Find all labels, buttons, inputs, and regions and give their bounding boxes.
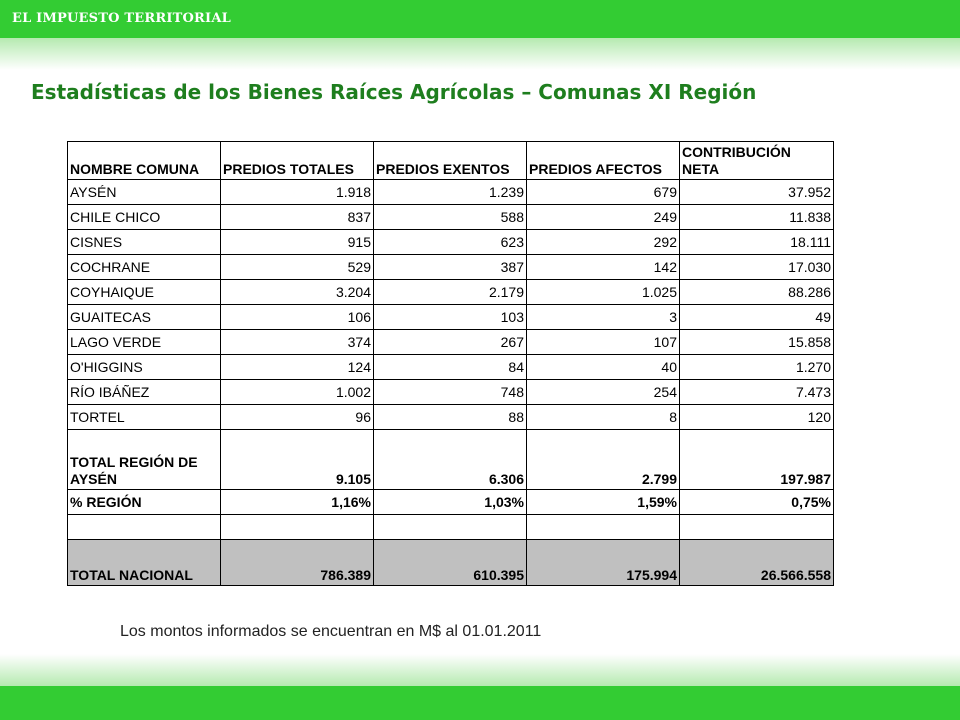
empty-cell [68, 515, 221, 540]
table-cell: 1.002 [221, 380, 374, 405]
table-cell: 96 [221, 405, 374, 430]
table-row [68, 230, 834, 255]
table-cell: 7.473 [680, 380, 834, 405]
column-header: PREDIOS TOTALES [221, 142, 374, 180]
table-cell: 2.799 [527, 430, 680, 490]
table-row [68, 330, 834, 355]
table-cell: 292 [527, 230, 680, 255]
comuna-name: TORTEL [68, 405, 221, 430]
page-title: Estadísticas de los Bienes Raíces Agrícolas – Comunas XI Región [31, 80, 757, 104]
table-cell: 1.270 [680, 355, 834, 380]
table-cell: 106 [221, 305, 374, 330]
table-cell: 610.395 [374, 540, 527, 586]
table-cell: 37.952 [680, 180, 834, 205]
header-gradient [0, 38, 960, 70]
comuna-name: RÍO IBÁÑEZ [68, 380, 221, 405]
table-cell: 249 [527, 205, 680, 230]
comuna-name: GUAITECAS [68, 305, 221, 330]
table-cell: 2.179 [374, 280, 527, 305]
table-cell: 3 [527, 305, 680, 330]
table-row [68, 255, 834, 280]
table-cell: 6.306 [374, 430, 527, 490]
table-row [68, 205, 834, 230]
table-cell: 142 [527, 255, 680, 280]
table-cell: 1,16% [221, 490, 374, 515]
table-cell: 120 [680, 405, 834, 430]
table-cell: 387 [374, 255, 527, 280]
comuna-name: O'HIGGINS [68, 355, 221, 380]
empty-cell [527, 515, 680, 540]
table-cell: 11.838 [680, 205, 834, 230]
table-cell: 8 [527, 405, 680, 430]
footer-gradient [0, 654, 960, 686]
table-row [68, 380, 834, 405]
table-row [68, 355, 834, 380]
table-cell: 84 [374, 355, 527, 380]
total-region-label: TOTAL REGIÓN DE AYSÉN [68, 430, 221, 490]
comuna-name: COCHRANE [68, 255, 221, 280]
table-cell: 18.111 [680, 230, 834, 255]
table-cell: 1.918 [221, 180, 374, 205]
comuna-name: AYSÉN [68, 180, 221, 205]
column-header: CONTRIBUCIÓN NETA [680, 142, 834, 180]
table-cell: 124 [221, 355, 374, 380]
table-cell: 623 [374, 230, 527, 255]
header-label: EL IMPUESTO TERRITORIAL [12, 11, 231, 26]
table-cell: 529 [221, 255, 374, 280]
footnote: Los montos informados se encuentran en M$ al 01.01.2011 [120, 623, 542, 640]
comuna-name: CISNES [68, 230, 221, 255]
table-cell: 374 [221, 330, 374, 355]
table-cell: 0,75% [680, 490, 834, 515]
table-cell: 49 [680, 305, 834, 330]
column-header: PREDIOS EXENTOS [374, 142, 527, 180]
table-cell: 1,59% [527, 490, 680, 515]
empty-cell [221, 515, 374, 540]
table-cell: 103 [374, 305, 527, 330]
table-cell: 175.994 [527, 540, 680, 586]
table-cell: 588 [374, 205, 527, 230]
comuna-name: CHILE CHICO [68, 205, 221, 230]
column-header: PREDIOS AFECTOS [527, 142, 680, 180]
table-cell: 15.858 [680, 330, 834, 355]
percent-region-row [68, 490, 834, 515]
percent-region-label: % REGIÓN [68, 490, 221, 515]
table-cell: 88.286 [680, 280, 834, 305]
table-cell: 1.025 [527, 280, 680, 305]
table-cell: 748 [374, 380, 527, 405]
table-cell: 107 [527, 330, 680, 355]
table-cell: 837 [221, 205, 374, 230]
table-cell: 26.566.558 [680, 540, 834, 586]
empty-row [68, 515, 834, 540]
empty-cell [680, 515, 834, 540]
table-row [68, 405, 834, 430]
table-cell: 679 [527, 180, 680, 205]
table-cell: 267 [374, 330, 527, 355]
total-region-row [68, 430, 834, 490]
table-row [68, 280, 834, 305]
table-cell: 915 [221, 230, 374, 255]
table-cell: 40 [527, 355, 680, 380]
table-row [68, 180, 834, 205]
comuna-name: COYHAIQUE [68, 280, 221, 305]
table-cell: 9.105 [221, 430, 374, 490]
table-row [68, 305, 834, 330]
table-cell: 254 [527, 380, 680, 405]
column-header: NOMBRE COMUNA [68, 142, 221, 180]
table-cell: 1.239 [374, 180, 527, 205]
statistics-table [67, 141, 834, 586]
table-cell: 786.389 [221, 540, 374, 586]
empty-cell [374, 515, 527, 540]
table-header-row [68, 142, 834, 180]
table-cell: 88 [374, 405, 527, 430]
comuna-name: LAGO VERDE [68, 330, 221, 355]
total-nacional-label: TOTAL NACIONAL [68, 540, 221, 586]
table-cell: 1,03% [374, 490, 527, 515]
table-cell: 197.987 [680, 430, 834, 490]
table-cell: 17.030 [680, 255, 834, 280]
footer-bar [0, 686, 960, 720]
total-nacional-row [68, 540, 834, 586]
table-cell: 3.204 [221, 280, 374, 305]
